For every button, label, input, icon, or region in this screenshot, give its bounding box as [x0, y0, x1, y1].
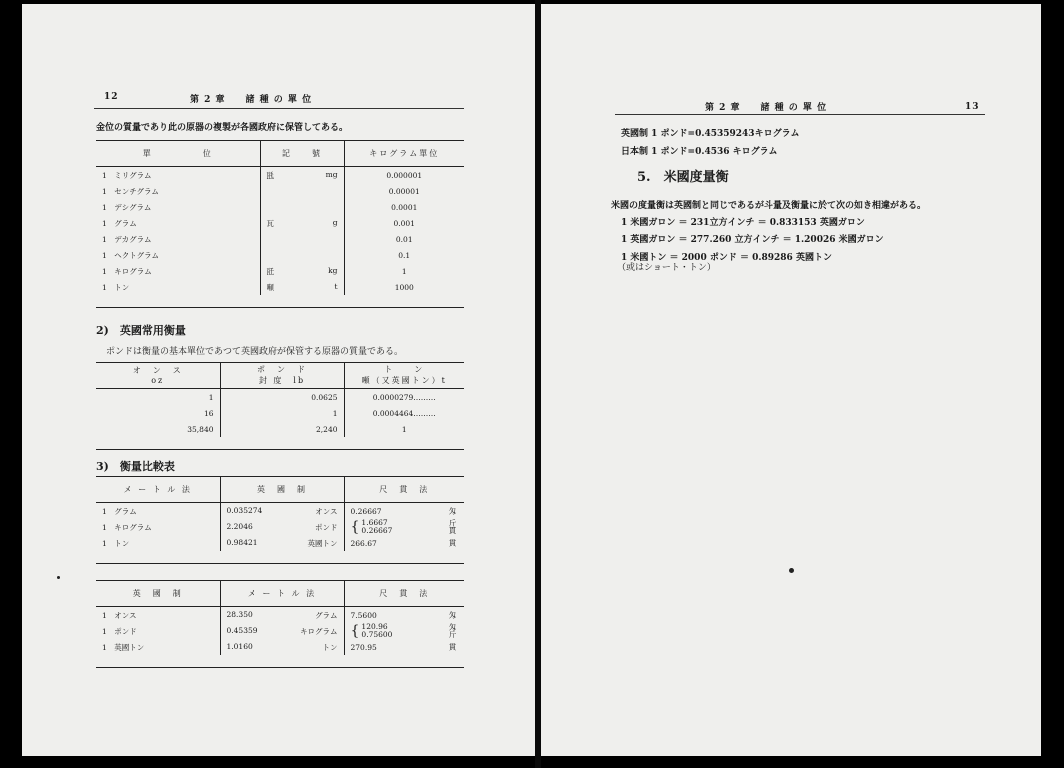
metric-unit: グラム — [315, 610, 338, 620]
col-shakkan-b: 尺 貫 法 — [344, 580, 464, 607]
metric-value — [220, 607, 344, 624]
table-row — [96, 607, 464, 624]
pound-value: 1 — [220, 405, 344, 421]
running-header-right: 第 2 章 諸 種 の 單 位 — [705, 103, 828, 113]
page-number-left: 12 — [104, 92, 119, 102]
stack-value: 1.6667 — [361, 518, 388, 527]
intro-text: 金位の質量であり此の原器の複製が各國政府に保管してある。 — [96, 123, 349, 133]
shakkan-unit: 貫 — [448, 642, 457, 650]
japanese-pound-line: 日本制 1 ポンド=0.4536 キログラム — [621, 147, 778, 157]
imperial-unit: 1 ポンド — [102, 626, 137, 636]
kg-value: 1 — [344, 263, 464, 279]
unit-symbol — [260, 279, 344, 295]
shakkan-value — [344, 623, 464, 639]
symbol-jp: 瓦 — [266, 218, 274, 228]
comparison-table-a — [96, 476, 464, 551]
symbol-latin: g — [332, 217, 338, 227]
shakkan-unit: 匁 — [448, 506, 457, 514]
imperial-number: 0.98421 — [226, 537, 258, 547]
unit-symbol — [260, 263, 344, 279]
symbol-jp: 噸 — [266, 282, 274, 292]
section-3-title: 3) 衡量比較表 — [96, 460, 175, 473]
table-row — [96, 535, 464, 551]
col-kg: キログラム單位 — [344, 140, 464, 167]
shakkan-values — [351, 519, 393, 535]
imperial-pound-line: 英國制 1 ポンド=0.45359243キログラム — [621, 129, 800, 139]
kg-value: 0.00001 — [344, 183, 464, 199]
shakkan-pair — [351, 539, 459, 548]
table-row — [96, 215, 464, 231]
table-row — [96, 183, 464, 199]
unit-name: 1 ミリグラム — [102, 170, 152, 180]
table-row — [96, 199, 464, 215]
col-metric: メ ー ト ル 法 — [96, 476, 220, 503]
imperial-unit: 英國トン — [307, 538, 338, 548]
shakkan-pair — [351, 623, 459, 639]
imperial-value — [220, 519, 344, 535]
metric-number: 0.45359 — [226, 625, 258, 635]
unit-name: 1 デカグラム — [102, 234, 152, 244]
unit-name: 1 キログラム — [102, 266, 152, 276]
col-imperial: 英 國 制 — [220, 476, 344, 503]
col-ounce: オ ン ス oz — [96, 362, 220, 389]
unit-name: 1 グラム — [102, 218, 137, 228]
table-row — [96, 405, 464, 421]
table-row — [96, 623, 464, 639]
shakkan-values — [351, 643, 377, 652]
section-2-text: ポンドは衡量の基本單位であつて英國政府が保管する原器の質量である。 — [106, 347, 404, 357]
ounce-value: 16 — [203, 408, 214, 418]
shakkan-values — [351, 623, 393, 639]
ink-speck-right — [789, 568, 794, 573]
pound-value: 0.0625 — [220, 389, 344, 406]
section-5-title: 5. 米國度量衡 — [637, 170, 729, 185]
stack-value: 0.75600 — [361, 630, 393, 639]
symbol-latin: mg — [325, 169, 338, 179]
unit-symbol — [260, 231, 344, 247]
imperial-value — [220, 503, 344, 520]
stack-value: 266.67 — [350, 538, 377, 548]
unit-symbol — [260, 199, 344, 215]
value-unit-pair — [227, 626, 338, 637]
ounce-value: 35,840 — [187, 424, 214, 434]
unit-name: 1 トン — [102, 282, 130, 292]
symbol-jp: 瓩 — [266, 266, 274, 276]
stack-value: 120.96 — [361, 622, 388, 631]
value-unit-pair — [227, 642, 338, 653]
metric-value — [220, 639, 344, 655]
table-row — [96, 167, 464, 184]
col-imperial-b: 英 國 制 — [96, 580, 220, 607]
imperial-unit: 1 英國トン — [102, 642, 145, 652]
col-symbol: 記 號 — [260, 140, 344, 167]
table-row — [96, 639, 464, 655]
short-ton-note: （或はショート・トン） — [617, 263, 716, 273]
kg-value: 0.0001 — [344, 199, 464, 215]
imperial-unit: オンス — [315, 506, 338, 516]
symbol-latin: kg — [328, 265, 338, 275]
symbol-jp: 瓱 — [266, 170, 274, 180]
kg-value: 0.01 — [344, 231, 464, 247]
ton-value: 1 — [344, 421, 464, 437]
symbol-pair — [267, 218, 338, 229]
value-unit-pair — [227, 538, 338, 549]
shakkan-value — [344, 503, 464, 520]
table-row — [96, 263, 464, 279]
table-row — [96, 503, 464, 520]
metric-unit-table — [96, 140, 464, 295]
kg-value: 0.1 — [344, 247, 464, 263]
ton-value: 0.0000279……… — [344, 389, 464, 406]
metric-number: 28.350 — [226, 609, 253, 619]
stack-value: 0.26667 — [350, 506, 382, 516]
value-unit-pair — [227, 506, 338, 517]
symbol-pair — [267, 266, 338, 277]
us-ton-eq: 1 米國トン ＝ 2000 ポンド ＝ 0.89286 英國トン — [621, 253, 832, 263]
shakkan-pair — [351, 507, 459, 516]
comparison-table-b — [96, 580, 464, 655]
table-row — [96, 231, 464, 247]
imperial-gallon-eq: 1 英國ガロン ＝ 277.260 立方インチ ＝ 1.20026 米國ガロン — [621, 235, 884, 245]
table-row — [96, 519, 464, 535]
pound-table — [96, 362, 464, 437]
symbol-pair — [267, 282, 338, 293]
shakkan-value — [344, 519, 464, 535]
shakkan-values — [351, 539, 377, 548]
pound-value: 2,240 — [220, 421, 344, 437]
stack-value: 7.5600 — [350, 610, 377, 620]
col-pound: ポ ン ド 封 度 lb — [220, 362, 344, 389]
section-2-title: 2) 英國常用衡量 — [96, 324, 186, 337]
unit-symbol — [260, 183, 344, 199]
stack-value: 270.95 — [350, 642, 377, 652]
kg-value: 0.001 — [344, 215, 464, 231]
unit-name: 1 センチグラム — [102, 186, 159, 196]
metric-unit: キログラム — [300, 626, 338, 636]
running-header-left: 第 2 章 諸 種 の 單 位 — [190, 95, 313, 105]
unit-name: 1 デシグラム — [102, 202, 152, 212]
metric-unit: 1 グラム — [102, 506, 137, 516]
value-unit-pair — [227, 610, 338, 621]
left-page — [22, 4, 535, 756]
right-page — [541, 4, 1041, 756]
table-row — [96, 421, 464, 437]
header-rule-right — [615, 114, 985, 115]
shakkan-unit: 貫 — [448, 538, 457, 546]
shakkan-unit: 匁 — [448, 610, 457, 618]
shakkan-pair — [351, 643, 459, 652]
shakkan-value — [344, 639, 464, 655]
shakkan-unit: 匁斤 — [448, 623, 457, 638]
col-unit: 單 位 — [96, 140, 260, 167]
shakkan-values — [351, 507, 382, 516]
value-stack — [361, 623, 392, 639]
brace: { — [350, 519, 360, 535]
shakkan-pair — [351, 611, 459, 620]
symbol-pair — [267, 170, 338, 181]
brace: { — [350, 623, 360, 639]
value-unit-pair — [227, 522, 338, 533]
header-rule-left — [94, 108, 464, 109]
metric-value — [220, 623, 344, 639]
value-stack — [361, 519, 392, 535]
metric-unit: 1 キログラム — [102, 522, 152, 532]
unit-symbol — [260, 167, 344, 184]
col-ton: ト ン 噸（又英國トン）t — [344, 362, 464, 389]
shakkan-values — [351, 611, 377, 620]
imperial-unit: ポンド — [315, 522, 338, 532]
col-shakkan: 尺 貫 法 — [344, 476, 464, 503]
kg-value: 0.000001 — [344, 167, 464, 184]
metric-unit: 1 トン — [102, 538, 130, 548]
table-row — [96, 279, 464, 295]
metric-unit: トン — [322, 642, 338, 652]
imperial-number: 2.2046 — [226, 521, 253, 531]
ounce-value: 1 — [208, 392, 214, 402]
table-row — [96, 247, 464, 263]
shakkan-unit: 斤貫 — [448, 519, 457, 534]
unit-symbol — [260, 247, 344, 263]
ink-speck — [57, 576, 60, 579]
page-number-right: 13 — [965, 102, 980, 112]
imperial-value — [220, 535, 344, 551]
section-5-text: 米國の度量衡は英國制と同じであるが斗量及衡量に於て次の如き相違がある。 — [611, 201, 927, 211]
symbol-latin: t — [334, 281, 338, 291]
metric-number: 1.0160 — [226, 641, 253, 651]
shakkan-value — [344, 535, 464, 551]
kg-value: 1000 — [344, 279, 464, 295]
unit-symbol — [260, 215, 344, 231]
shakkan-pair — [351, 519, 459, 535]
unit-name: 1 ヘクトグラム — [102, 250, 160, 260]
imperial-number: 0.035274 — [226, 505, 263, 515]
imperial-unit: 1 オンス — [102, 610, 137, 620]
shakkan-value — [344, 607, 464, 624]
table-row — [96, 389, 464, 406]
stack-value: 0.26667 — [361, 526, 393, 535]
ton-value: 0.0004464……… — [344, 405, 464, 421]
col-metric-b: メ ー ト ル 法 — [220, 580, 344, 607]
us-gallon-eq: 1 米國ガロン ＝ 231立方インチ ＝ 0.833153 英國ガロン — [621, 218, 865, 228]
